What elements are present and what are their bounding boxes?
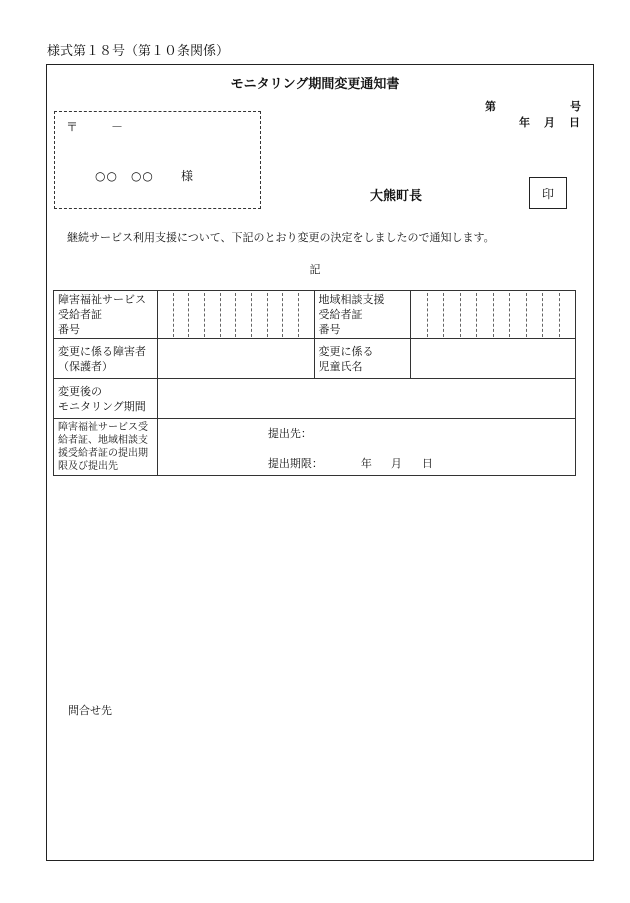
number-suffix: 号 bbox=[570, 100, 581, 113]
label-line: 受給者証 bbox=[318, 308, 363, 321]
details-table bbox=[53, 290, 576, 476]
submit-to-label: 提出先： bbox=[267, 427, 312, 440]
document-title: モニタリング期間変更通知書 bbox=[230, 77, 400, 92]
label-line: 変更後の bbox=[58, 384, 102, 398]
deadline-day: 日 bbox=[421, 457, 433, 470]
number-prefix: 第 bbox=[485, 100, 496, 113]
submission-label bbox=[54, 419, 158, 476]
seal-mark: 印 bbox=[541, 186, 554, 201]
label-line: （保護者） bbox=[58, 359, 113, 373]
sender-name: 大熊町長 bbox=[370, 189, 423, 204]
table-row bbox=[54, 339, 576, 379]
label-line: 番号 bbox=[58, 323, 80, 336]
seal-box bbox=[529, 177, 567, 209]
label-line: モニタリング期間 bbox=[58, 399, 146, 413]
label-line: 番号 bbox=[318, 323, 341, 336]
child-name-value bbox=[411, 339, 576, 379]
label-line: 地域相談支援 bbox=[318, 293, 385, 306]
label-line: 変更に係る障害者 bbox=[58, 344, 146, 358]
form-label: 様式第１８号（第１０条関係） bbox=[47, 44, 230, 59]
community-cert-number-boxes bbox=[411, 291, 576, 339]
disabled-person-value bbox=[157, 339, 314, 379]
honorific: 様 bbox=[181, 169, 194, 183]
disabled-person-label bbox=[54, 339, 158, 379]
notice-text: 継続サービス利用支援について、下記のとおり変更の決定をしましたので通知します。 bbox=[67, 231, 495, 244]
label-line: 限及び提出先 bbox=[58, 461, 118, 472]
recipient-name: ○○ ○○ bbox=[95, 169, 154, 183]
label-line: 障害福祉サービス bbox=[58, 293, 146, 306]
label-line: 給者証、地域相談支 bbox=[58, 435, 148, 446]
ki-heading: 記 bbox=[309, 263, 321, 276]
label-line: 児童氏名 bbox=[318, 359, 363, 373]
postal-mark: 〒 bbox=[66, 120, 79, 134]
monitoring-period-value bbox=[157, 379, 575, 419]
label-line: 変更に係る bbox=[318, 344, 374, 358]
date-month: 月 bbox=[544, 116, 555, 129]
deadline-month: 月 bbox=[390, 457, 402, 470]
table-row bbox=[54, 419, 576, 476]
address-box bbox=[54, 111, 261, 209]
inquiry-label: 問合せ先 bbox=[68, 704, 112, 717]
label-line: 受給者証 bbox=[58, 308, 102, 321]
welfare-cert-number-label bbox=[54, 291, 158, 339]
monitoring-period-label bbox=[54, 379, 158, 419]
submission-value bbox=[157, 419, 575, 476]
postal-dash: － bbox=[111, 120, 124, 134]
community-cert-number-label bbox=[314, 291, 411, 339]
deadline-year: 年 bbox=[360, 457, 372, 470]
welfare-cert-number-boxes bbox=[157, 291, 314, 339]
table-row bbox=[54, 291, 576, 339]
date-day: 日 bbox=[569, 116, 580, 129]
date-year: 年 bbox=[519, 116, 530, 129]
label-line: 援受給者証の提出期 bbox=[58, 448, 148, 459]
label-line: 障害福祉サービス受 bbox=[58, 422, 148, 433]
table-row bbox=[54, 379, 576, 419]
deadline-label: 提出期限： bbox=[267, 457, 323, 470]
child-name-label bbox=[314, 339, 411, 379]
